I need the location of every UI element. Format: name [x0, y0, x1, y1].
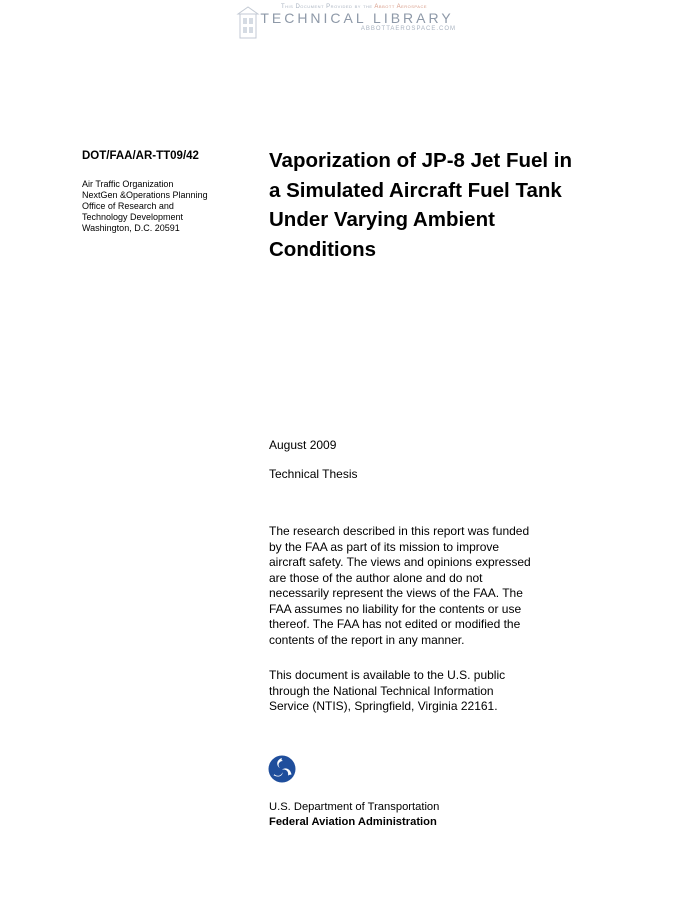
disclaimer-line: necessarily represent the views of the FAA. The — [269, 586, 523, 600]
disclaimer-line: FAA assumes no liability for the contents or use — [269, 601, 522, 616]
document-title — [269, 146, 669, 264]
disclaimer-line: aircraft safety. The views and opinions expressed — [269, 555, 531, 569]
department-name: U.S. Department of Transportation — [269, 801, 440, 813]
organization-line: NextGen &Operations Planning — [82, 190, 208, 200]
availability-line: Service (NTIS), Springfield, Virginia 22161. — [269, 699, 498, 713]
disclaimer-line: contents of the report in any manner. — [269, 632, 465, 647]
title-line: Vaporization of JP-8 Jet Fuel in — [269, 149, 572, 172]
title-line: Under Varying Ambient — [269, 208, 495, 231]
organization-line: Office of Research and — [82, 201, 174, 211]
watermark-title: TECHNICAL LIBRARY — [260, 10, 454, 26]
report-date: August 2009 — [269, 438, 337, 452]
agency-block — [269, 800, 439, 830]
report-type: Technical Thesis — [269, 467, 358, 481]
technical-library-watermark — [236, 2, 456, 46]
report-number: DOT/FAA/AR-TT09/42 — [82, 150, 199, 162]
title-line: Conditions — [269, 237, 377, 261]
availability-line: This document is available to the U.S. public — [269, 668, 506, 682]
availability-line: through the National Technical Information — [269, 683, 494, 698]
disclaimer-line: by the FAA as part of its mission to improve — [269, 539, 500, 554]
organization-line: Air Traffic Organization — [82, 179, 174, 189]
title-line: a Simulated Aircraft Fuel Tank — [269, 178, 562, 202]
organization-address — [82, 179, 208, 234]
disclaimer-line: are those of the author alone and do not — [269, 570, 483, 585]
availability-paragraph — [269, 668, 505, 715]
administration-name: Federal Aviation Administration — [269, 816, 437, 828]
organization-line: Technology Development — [82, 212, 184, 222]
organization-line: Washington, D.C. 20591 — [82, 223, 180, 233]
watermark-url: ABBOTTAEROSPACE.COM — [360, 26, 456, 32]
dot-triskelion-logo-icon — [268, 755, 296, 783]
watermark-prefix: This Document Provided by the — [280, 4, 373, 10]
disclaimer-paragraph — [269, 524, 531, 648]
disclaimer-line: thereof. The FAA has not edited or modified the — [269, 617, 521, 631]
disclaimer-line: The research described in this report was funded — [269, 524, 530, 538]
watermark-brand: Abbott Aerospace — [374, 4, 428, 10]
